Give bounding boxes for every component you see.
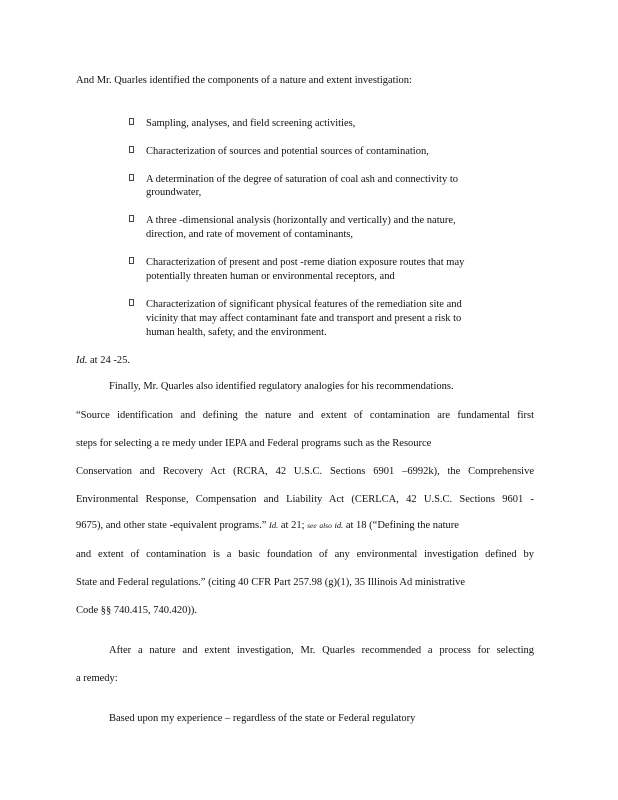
- paragraph-line: Conservation and Recovery Act (RCRA, 42 U.S.C. Sections 6901 –6992k), the Comprehensive: [76, 466, 534, 477]
- bullet-text: Characterization of present and post -reme diation exposure routes that may: [146, 257, 465, 268]
- id-citation: Id.: [269, 520, 279, 530]
- bullet-text: human health, safety, and the environment.: [146, 327, 327, 338]
- id-citation: id.: [334, 520, 344, 530]
- paragraph-text: 9675), and other state -equivalent programs.”: [76, 520, 267, 531]
- bullet-icon: [129, 146, 134, 153]
- paragraph-line: State and Federal regulations.” (citing 40 CFR Part 257.98 (g)(1), 35 Illinois Ad ministrative: [76, 577, 466, 588]
- paragraph-line: “Source identification and defining the nature and extent of contamination are fundamental first: [76, 410, 534, 421]
- paragraph-line: Code §§ 740.415, 740.420)).: [76, 605, 198, 616]
- citation-line: [76, 354, 130, 367]
- bullet-text: Sampling, analyses, and field screening activities,: [146, 118, 356, 129]
- intro-line: And Mr. Quarles identified the components of a nature and extent investigation:: [76, 75, 412, 86]
- paragraph-line: Environmental Response, Compensation and Liability Act (CERLCA, 42 U.S.C. Sections 9601 -: [76, 494, 534, 505]
- bullet-icon: [129, 118, 134, 125]
- bullet-text: A determination of the degree of saturation of coal ash and connectivity to: [146, 174, 458, 185]
- paragraph-line: Finally, Mr. Quarles also identified regulatory analogies for his recommendations.: [109, 381, 454, 392]
- paragraph-text: at 21;: [278, 520, 308, 531]
- bullet-icon: [129, 257, 134, 264]
- paragraph-line: steps for selecting a re medy under IEPA and Federal programs such as the Resource: [76, 438, 432, 449]
- bullet-text: potentially threaten human or environmental receptors, and: [146, 271, 395, 282]
- bullet-text: vicinity that may affect contaminant fate and transport and present a risk to: [146, 313, 462, 324]
- id-citation: Id.: [76, 355, 88, 366]
- paragraph-line: After a nature and extent investigation, Mr. Quarles recommended a process for selecting: [109, 645, 534, 656]
- paragraph-text: at 18 (“Defining the nature: [343, 520, 459, 531]
- block-quote-line: Based upon my experience – regardless of the state or Federal regulatory: [109, 713, 416, 724]
- bullet-text: A three -dimensional analysis (horizontally and vertically) and the nature,: [146, 215, 456, 226]
- bullet-icon: [129, 215, 134, 222]
- signal-also: also: [319, 521, 332, 530]
- citation-pages: at 24 -25.: [87, 355, 130, 366]
- bullet-text: direction, and rate of movement of contaminants,: [146, 229, 354, 240]
- bullet-text: Characterization of sources and potential sources of contamination,: [146, 146, 429, 157]
- bullet-icon: [129, 299, 134, 306]
- signal-see: see: [307, 521, 317, 530]
- paragraph-line: [76, 519, 459, 532]
- paragraph-line: and extent of contamination is a basic foundation of any environmental investigation defined by: [76, 549, 534, 560]
- paragraph-line: a remedy:: [76, 673, 118, 684]
- bullet-icon: [129, 174, 134, 181]
- bullet-text: Characterization of significant physical features of the remediation site and: [146, 299, 462, 310]
- bullet-text: groundwater,: [146, 187, 202, 198]
